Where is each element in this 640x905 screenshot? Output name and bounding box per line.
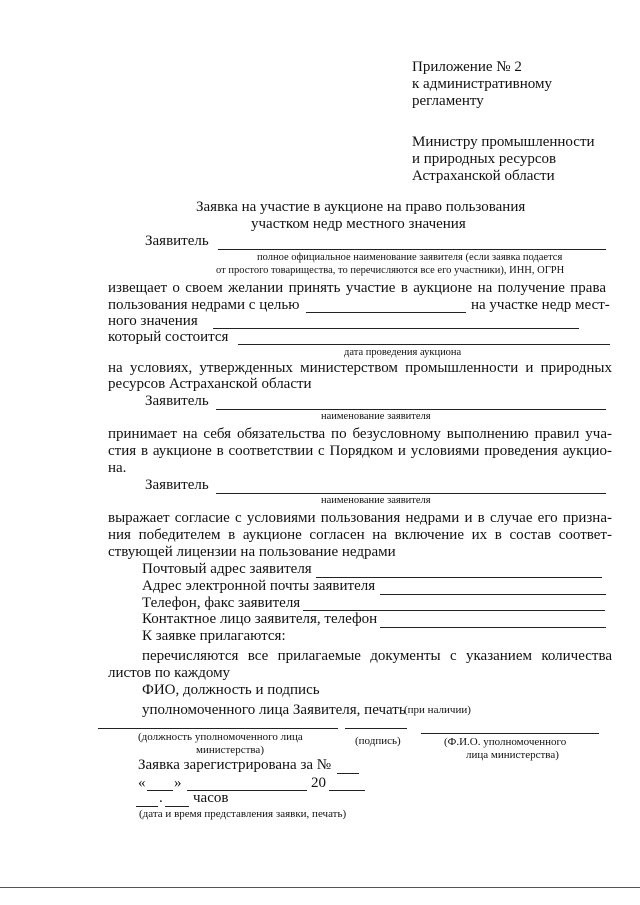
obligations-text-line-1: принимает на себя обязательства по безусловному выполнению правил уча- xyxy=(108,426,612,442)
signature-hint: (подпись) xyxy=(355,735,401,747)
contact-person-field[interactable] xyxy=(380,627,606,628)
consent-text-line-3: ствующей лицензии на пользование недрами xyxy=(108,544,396,560)
notice-text-line-1: извещает о своем желании принять участие в аукционе на получение права xyxy=(108,280,606,296)
appendix-number: Приложение № 2 xyxy=(412,59,522,75)
attachments-text-line-1: перечисляются все прилагаемые документы с указанием количества xyxy=(142,648,612,664)
form-title-line-1: Заявка на участие в аукционе на право пользования xyxy=(196,199,526,215)
signatory-label-2: уполномоченного лица Заявителя, печать xyxy=(142,702,406,718)
registration-minute-field[interactable] xyxy=(165,806,189,807)
registration-date-close-quote: » xyxy=(174,775,182,791)
applicant-label-3: Заявитель xyxy=(145,477,209,493)
conditions-text-line-2: ресурсов Астраханской области xyxy=(108,376,312,392)
email-field[interactable] xyxy=(380,594,606,595)
registration-hour-field[interactable] xyxy=(136,806,158,807)
official-name-hint-2: лица министерства) xyxy=(466,749,559,761)
registration-year-prefix: 20 xyxy=(311,775,326,791)
official-name-field[interactable] xyxy=(421,733,599,734)
applicant-name-field-2[interactable] xyxy=(216,409,606,410)
registration-label: Заявка зарегистрирована за № xyxy=(138,757,332,773)
position-hint-1: (должность уполномоченного лица xyxy=(138,731,303,743)
applicant-hint-section-3: наименование заявителя xyxy=(321,495,431,506)
conditions-text-line-1: на условиях, утвержденных министерством промышленности и природных xyxy=(108,360,612,376)
appendix-reference-2: регламенту xyxy=(412,93,484,109)
obligations-text-line-2: стия в аукционе в соответствии с Порядком и условиями проведения аукцио- xyxy=(108,443,612,459)
position-field[interactable] xyxy=(98,728,338,729)
notice-text-line-2b: на участке недр мест- xyxy=(471,297,610,313)
registration-number-field[interactable] xyxy=(337,773,359,774)
auction-date-hint: дата проведения аукциона xyxy=(344,347,462,358)
contact-person-label: Контактное лицо заявителя, телефон xyxy=(142,611,378,627)
postal-address-label: Почтовый адрес заявителя xyxy=(142,561,312,577)
notice-text-line-4: который состоится xyxy=(108,329,229,345)
applicant-label-1: Заявитель xyxy=(145,233,209,249)
applicant-hint-2: от простого товарищества, то перечисляются все его участники), ИНН, ОГРН xyxy=(216,265,565,276)
purpose-field[interactable] xyxy=(306,312,466,313)
phone-label: Телефон, факс заявителя xyxy=(142,595,301,611)
position-hint-2: министерства) xyxy=(196,744,264,756)
applicant-hint-section-2: наименование заявителя xyxy=(321,411,431,422)
attachments-label: К заявке прилагаются: xyxy=(142,628,286,644)
registration-time-separator: . xyxy=(159,790,163,806)
applicant-hint-1: полное официальное наименование заявителя (если заявка подается xyxy=(257,252,563,263)
official-name-hint-1: (Ф.И.О. уполномоченного xyxy=(444,736,567,748)
email-label: Адрес электронной почты заявителя xyxy=(142,578,376,594)
addressee-line-1: Министру промышленности xyxy=(412,134,595,150)
notice-text-line-2a: пользования недрами с целью xyxy=(108,297,300,313)
notice-text-line-3: ного значения xyxy=(108,313,198,329)
subsoil-site-field[interactable] xyxy=(213,328,579,329)
form-title-line-2: участком недр местного значения xyxy=(251,216,466,232)
auction-date-field[interactable] xyxy=(238,344,610,345)
page-bottom-rule xyxy=(0,887,640,888)
consent-text-line-2: ния победителем в аукционе согласен на включение их в состав соответ- xyxy=(108,527,612,543)
attachments-text-line-2: листов по каждому xyxy=(108,665,231,681)
addressee-line-2: и природных ресурсов xyxy=(412,151,557,167)
applicant-label-2: Заявитель xyxy=(145,393,209,409)
obligations-text-line-3: на. xyxy=(108,460,127,476)
signatory-label-1: ФИО, должность и подпись xyxy=(142,682,320,698)
signatory-note: (при наличии) xyxy=(404,704,471,716)
registration-hours-label: часов xyxy=(193,790,229,806)
registration-date-open-quote: « xyxy=(138,775,146,791)
addressee-line-3: Астраханской области xyxy=(412,168,555,184)
appendix-reference: к административному xyxy=(412,76,552,92)
registration-hint: (дата и время представления заявки, печать) xyxy=(139,808,347,820)
applicant-name-field-3[interactable] xyxy=(216,493,606,494)
consent-text-line-1: выражает согласие с условиями пользования недрами и в случае его призна- xyxy=(108,510,612,526)
applicant-name-field[interactable] xyxy=(218,249,606,250)
registration-year-field[interactable] xyxy=(329,790,365,791)
signature-field[interactable] xyxy=(345,728,407,729)
